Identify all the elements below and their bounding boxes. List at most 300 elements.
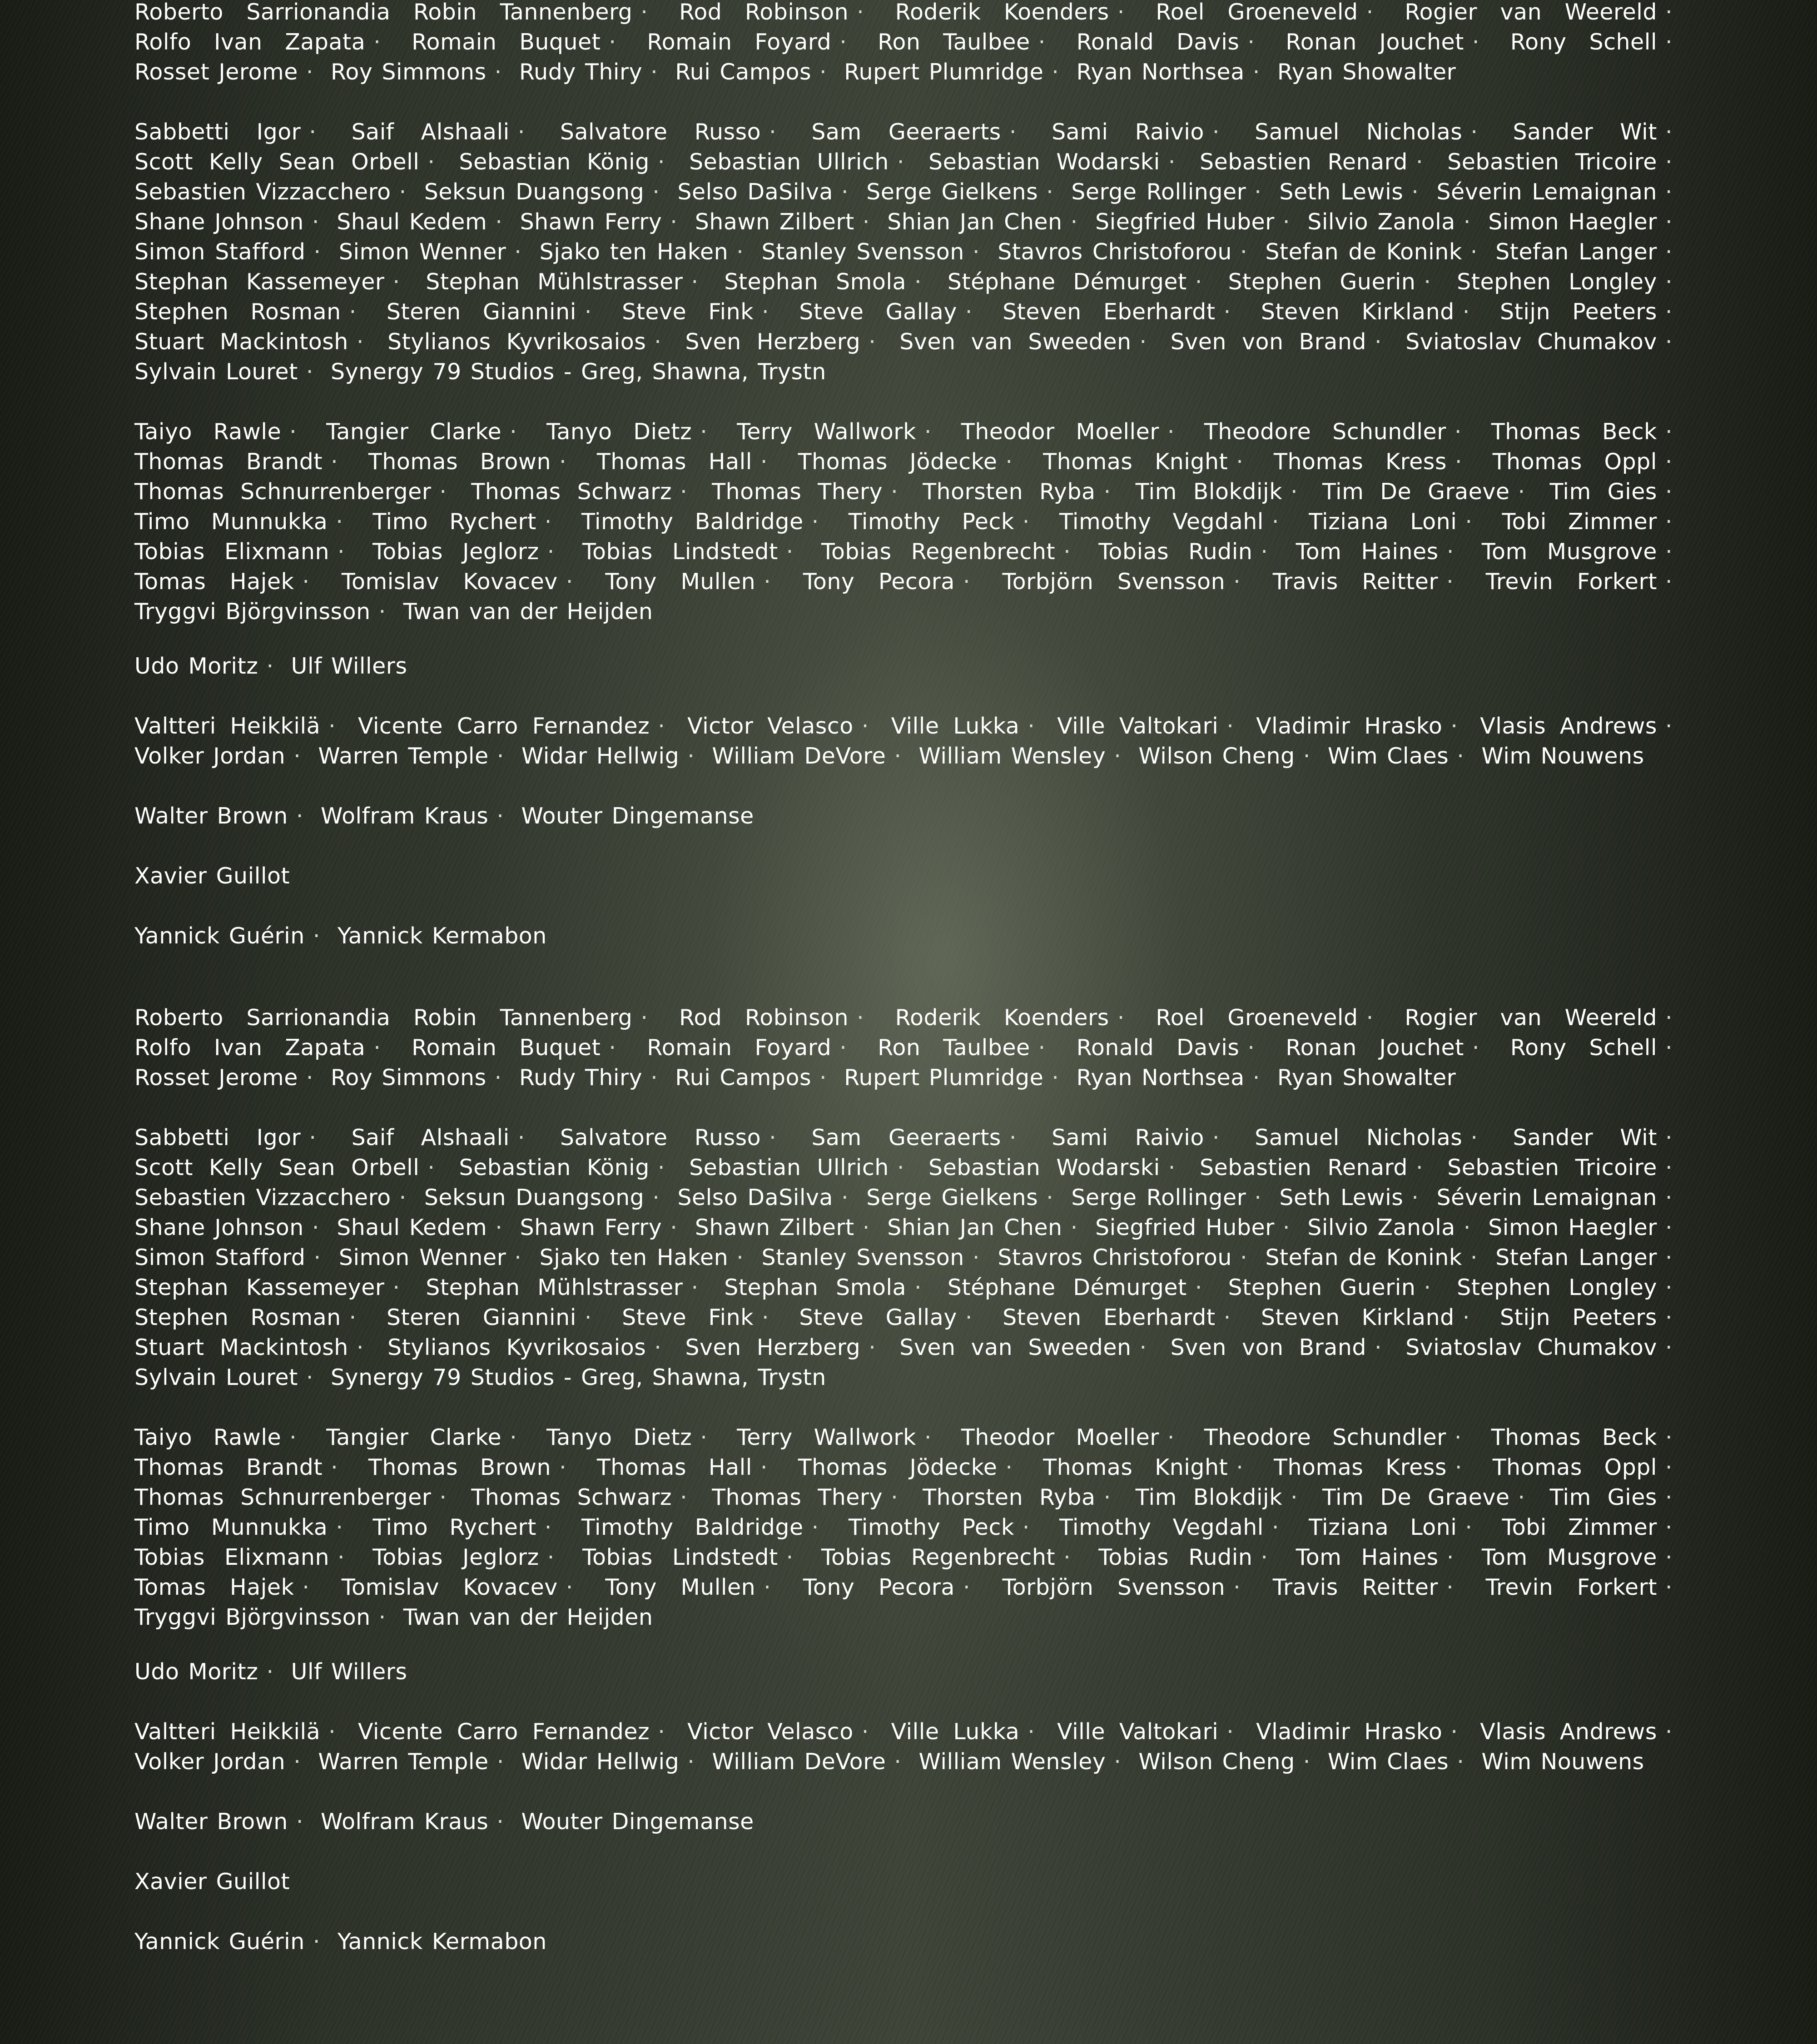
separator-dot: ·	[1457, 1514, 1480, 1540]
contributor-name: Tom Haines	[1296, 1544, 1439, 1570]
separator-dot: ·	[539, 539, 563, 565]
contributor-name: Roel Groeneveld	[1156, 1005, 1358, 1031]
contributor-name: Tobias Regenbrecht	[821, 1544, 1055, 1570]
contributor-name: Sjako ten Haken	[540, 239, 729, 265]
separator-dot: ·	[955, 1574, 978, 1600]
separator-dot: ·	[1096, 1484, 1119, 1510]
contributor-name: Wim Nouwens	[1481, 743, 1644, 769]
contributor-name: Sebastian Wodarski	[928, 1155, 1160, 1181]
contributor-name: Rod Robinson	[679, 0, 849, 25]
contributor-name: Seth Lewis	[1279, 179, 1403, 205]
separator-dot: ·	[281, 1424, 305, 1450]
separator-dot: ·	[558, 1574, 581, 1600]
contributor-name: William DeVore	[712, 1749, 886, 1775]
separator-dot: ·	[539, 1544, 563, 1570]
separator-dot: ·	[558, 569, 581, 595]
contributor-name: Volker Jordan	[134, 1749, 285, 1775]
contributor-name: Torbjörn Svensson	[1003, 1574, 1226, 1600]
separator-dot: ·	[419, 149, 443, 175]
contributor-name: Thomas Hall	[597, 449, 752, 475]
separator-dot: ·	[811, 59, 835, 85]
separator-dot: ·	[1403, 179, 1427, 205]
separator-dot: ·	[298, 59, 322, 85]
separator-dot: ·	[906, 1275, 930, 1300]
separator-dot: ·	[1462, 119, 1486, 145]
contributor-name: Stephen Longley	[1457, 1275, 1657, 1300]
contributor-name: Terry Wallwork	[737, 1424, 916, 1450]
contributor-name: Victor Velasco	[687, 713, 854, 739]
contributor-name: Thomas Oppl	[1493, 1454, 1657, 1480]
separator-dot: ·	[285, 1749, 309, 1775]
separator-dot: ·	[1657, 0, 1681, 25]
contributor-name: Stuart Mackintosh	[134, 1335, 348, 1360]
separator-dot: ·	[501, 419, 525, 445]
contributor-name: Rogier van Weereld	[1405, 1005, 1657, 1031]
separator-dot: ·	[320, 1719, 344, 1745]
contributor-name: Wouter Dingemanse	[521, 803, 754, 829]
contributor-name: Steven Kirkland	[1261, 1305, 1455, 1330]
contributor-name: William DeVore	[712, 743, 886, 769]
separator-dot: ·	[804, 509, 827, 535]
separator-dot: ·	[391, 179, 415, 205]
contributor-name: Timothy Peck	[849, 1514, 1014, 1540]
separator-dot: ·	[1001, 1125, 1025, 1151]
contributor-name: Steren Giannini	[387, 299, 576, 325]
contributor-name: Ronald Davis	[1077, 29, 1240, 55]
contributor-name: Thomas Jödecke	[798, 449, 998, 475]
separator-dot: ·	[955, 569, 978, 595]
contributor-name: Tobias Elixmann	[134, 1544, 329, 1570]
separator-dot: ·	[754, 299, 777, 325]
separator-dot: ·	[1204, 1125, 1228, 1151]
contributor-name: Ronald Davis	[1077, 1035, 1240, 1061]
separator-dot: ·	[1657, 209, 1681, 235]
separator-dot: ·	[1216, 1305, 1239, 1330]
separator-dot: ·	[1464, 1035, 1488, 1061]
contributor-name: Sabbetti Igor	[134, 1125, 301, 1151]
contributor-name: Simon Wenner	[339, 1245, 506, 1270]
separator-dot: ·	[1358, 0, 1382, 25]
contributor-name: Selso DaSilva	[677, 1185, 833, 1211]
contributor-name: Rod Robinson	[679, 1005, 849, 1031]
separator-dot: ·	[804, 1514, 827, 1540]
separator-dot: ·	[1657, 479, 1681, 505]
separator-dot: ·	[854, 713, 877, 739]
contributor-name: Roy Simmons	[331, 1065, 487, 1091]
separator-dot: ·	[831, 1035, 855, 1061]
contributor-name: Simon Wenner	[339, 239, 506, 265]
contributor-name: Sebastian Wodarski	[928, 149, 1160, 175]
contributor-name: Tomislav Kovacev	[342, 1574, 558, 1600]
separator-dot: ·	[1657, 239, 1681, 265]
separator-dot: ·	[323, 449, 346, 475]
contributor-name: Shawn Zilbert	[695, 209, 854, 235]
separator-dot: ·	[323, 1454, 346, 1480]
separator-dot: ·	[883, 1484, 906, 1510]
contributor-name: Sebastian Ullrich	[689, 1155, 889, 1181]
contributor-name: Timo Rychert	[373, 509, 536, 535]
contributor-name: Wim Claes	[1328, 1749, 1449, 1775]
contributor-name: Sven van Sweeden	[899, 1335, 1131, 1360]
contributor-name: Tim Blokdijk	[1136, 479, 1282, 505]
separator-dot: ·	[1275, 1215, 1298, 1240]
contributor-name: Stefan de Konink	[1265, 1245, 1462, 1270]
contributor-name: Stephen Rosman	[134, 299, 341, 325]
contributor-name: Rolfo Ivan Zapata	[134, 1035, 365, 1061]
contributor-name: Rosset Jerome	[134, 59, 298, 85]
separator-dot: ·	[1159, 419, 1183, 445]
contributor-name: Torbjörn Svensson	[1003, 569, 1226, 595]
separator-dot: ·	[1455, 1215, 1479, 1240]
contributor-name: Serge Gielkens	[866, 1185, 1038, 1211]
separator-dot: ·	[601, 29, 624, 55]
contributor-name: Tobias Rudin	[1098, 539, 1252, 565]
contributor-name: Yannick Guérin	[134, 923, 305, 949]
separator-dot: ·	[833, 1185, 857, 1211]
contributor-name: Saif Alshaali	[352, 1125, 510, 1151]
contributor-name: Sander Wit	[1513, 119, 1657, 145]
contributor-name: Steve Gallay	[799, 1305, 957, 1330]
separator-dot: ·	[1657, 329, 1681, 355]
separator-dot: ·	[650, 149, 673, 175]
separator-dot: ·	[1295, 1749, 1319, 1775]
contributor-name: Thomas Brown	[368, 449, 551, 475]
contributor-name: Roel Groeneveld	[1156, 0, 1358, 25]
separator-dot: ·	[1275, 209, 1298, 235]
contributor-name: Synergy 79 Studios - Greg, Shawna, Trystn	[331, 359, 826, 385]
contributor-name: Yannick Kermabon	[338, 1929, 547, 1955]
separator-dot: ·	[1160, 149, 1184, 175]
separator-dot: ·	[1218, 1719, 1242, 1745]
contributor-name: Thorsten Ryba	[923, 479, 1095, 505]
separator-dot: ·	[501, 1424, 525, 1450]
contributor-name: Roderik Koenders	[895, 1005, 1109, 1031]
contributor-name: Tom Musgrove	[1482, 1544, 1657, 1570]
contributor-name: Travis Reitter	[1273, 1574, 1438, 1600]
contributor-name: Rupert Plumridge	[844, 1065, 1043, 1091]
contributor-name: Vlasis Andrews	[1480, 713, 1657, 739]
contributor-name: Ryan Northsea	[1076, 1065, 1244, 1091]
contributor-name: Sven von Brand	[1171, 329, 1366, 355]
contributor-name: Seksun Duangsong	[424, 1185, 644, 1211]
contributor-name: Sven Herzberg	[685, 329, 860, 355]
contributor-name: Vlasis Andrews	[1480, 1719, 1657, 1745]
separator-dot: ·	[1228, 1454, 1251, 1480]
contributor-name: Tom Musgrove	[1482, 539, 1657, 565]
contributor-name: Stephan Smola	[724, 269, 906, 295]
contributor-name: Tangier Clarke	[326, 1424, 501, 1450]
separator-dot: ·	[487, 209, 511, 235]
separator-dot: ·	[692, 419, 715, 445]
contributor-name: Stephen Guerin	[1228, 1275, 1415, 1300]
separator-dot: ·	[294, 1574, 318, 1600]
separator-dot: ·	[849, 0, 872, 25]
contributor-name: Sven Herzberg	[685, 1335, 860, 1360]
contributor-name: Thomas Beck	[1491, 419, 1657, 445]
separator-dot: ·	[1657, 149, 1681, 175]
contributor-name: Romain Foyard	[647, 29, 831, 55]
separator-dot: ·	[1455, 299, 1478, 325]
separator-dot: ·	[301, 119, 324, 145]
separator-dot: ·	[298, 1065, 322, 1091]
contributor-name: Wilson Cheng	[1138, 743, 1295, 769]
separator-dot: ·	[1109, 0, 1133, 25]
separator-dot: ·	[650, 1719, 673, 1745]
contributor-name: Thomas Knight	[1043, 1454, 1228, 1480]
contributor-name: Ryan Showalter	[1277, 1065, 1456, 1091]
contributor-name: Synergy 79 Studios - Greg, Shawna, Trystn	[331, 1364, 826, 1390]
separator-dot: ·	[1106, 1749, 1129, 1775]
separator-dot: ·	[1657, 299, 1681, 325]
contributor-name: Wim Nouwens	[1481, 1749, 1644, 1775]
contributor-name: Rui Campos	[675, 1065, 811, 1091]
contributor-name: Yannick Kermabon	[338, 923, 547, 949]
separator-dot: ·	[305, 239, 329, 265]
separator-dot: ·	[728, 1245, 752, 1270]
separator-dot: ·	[329, 1544, 353, 1570]
contributor-name: Ron Taulbee	[878, 1035, 1030, 1061]
contributor-name: Steve Fink	[622, 299, 754, 325]
contributor-name: Stephan Mühlstrasser	[426, 269, 683, 295]
contributor-name: Udo Moritz	[134, 653, 258, 679]
separator-dot: ·	[341, 299, 365, 325]
contributor-name: Steve Fink	[622, 1305, 754, 1330]
contributor-name: Travis Reitter	[1273, 569, 1438, 595]
separator-dot: ·	[1239, 1035, 1263, 1061]
contributor-name: Tobias Jeglorz	[372, 1544, 539, 1570]
separator-dot: ·	[1657, 1305, 1681, 1330]
separator-dot: ·	[1657, 1035, 1681, 1061]
contributor-name: Tobias Regenbrecht	[821, 539, 1055, 565]
contributor-name: Romain Foyard	[647, 1035, 831, 1061]
separator-dot: ·	[1264, 1514, 1287, 1540]
contributor-name: Tony Mullen	[605, 1574, 755, 1600]
separator-dot: ·	[1462, 1125, 1486, 1151]
separator-dot: ·	[1204, 119, 1228, 145]
contributor-name: Tim De Graeve	[1322, 1484, 1509, 1510]
contributor-name: Steven Eberhardt	[1003, 1305, 1216, 1330]
contributor-name: Vladimir Hrasko	[1256, 713, 1442, 739]
contributor-name: Simon Stafford	[134, 1245, 305, 1270]
contributor-name: Stéphane Démurget	[948, 269, 1187, 295]
contributor-name: Samuel Nicholas	[1255, 1125, 1462, 1151]
contributor-name: Twan van der Heijden	[403, 599, 653, 625]
separator-dot: ·	[385, 1275, 408, 1300]
separator-dot: ·	[692, 1424, 715, 1450]
separator-dot: ·	[1282, 1484, 1306, 1510]
contributor-name: Shawn Ferry	[520, 1215, 662, 1240]
contributor-name: Tony Pecora	[803, 569, 955, 595]
separator-dot: ·	[1019, 713, 1043, 739]
contributor-name: Rui Campos	[675, 59, 811, 85]
separator-dot: ·	[1464, 29, 1488, 55]
contributor-name: Séverin Lemaignan	[1436, 1185, 1657, 1211]
separator-dot: ·	[1225, 569, 1249, 595]
separator-dot: ·	[1038, 1185, 1062, 1211]
contributor-name: Rony Schell	[1510, 29, 1657, 55]
contributor-name: Stephen Guerin	[1228, 269, 1415, 295]
separator-dot: ·	[728, 239, 752, 265]
contributor-name: Udo Moritz	[134, 1659, 258, 1685]
contributor-name: Stylianos Kyvrikosaios	[387, 1335, 646, 1360]
contributor-name: Sam Geeraerts	[811, 119, 1001, 145]
contributor-name: Thomas Beck	[1491, 1424, 1657, 1450]
separator-dot: ·	[889, 149, 913, 175]
contributor-name: Stephan Mühlstrasser	[426, 1275, 683, 1300]
contributor-name: Thomas Brown	[368, 1454, 551, 1480]
contributor-name: Tobias Lindstedt	[582, 539, 778, 565]
contributor-name: Siegfried Huber	[1095, 1215, 1275, 1240]
contributor-name: Sebastien Renard	[1200, 149, 1408, 175]
contributor-name: Thomas Thery	[712, 479, 883, 505]
separator-dot: ·	[754, 1305, 777, 1330]
separator-dot: ·	[510, 1125, 533, 1151]
contributor-name: Sylvain Louret	[134, 359, 298, 385]
separator-dot: ·	[288, 803, 312, 829]
contributor-name: Seth Lewis	[1279, 1185, 1403, 1211]
contributor-name: Tim De Graeve	[1322, 479, 1509, 505]
separator-dot: ·	[1657, 713, 1681, 739]
contributor-name: Tiziana Loni	[1309, 509, 1457, 535]
contributor-name: Tomas Hajek	[134, 569, 294, 595]
contributor-name: Thomas Schwarz	[471, 479, 672, 505]
contributor-name: Romain Buquet	[412, 29, 601, 55]
contributor-name: Sebastian König	[459, 1155, 650, 1181]
separator-dot: ·	[1447, 449, 1470, 475]
separator-dot: ·	[487, 1065, 510, 1091]
separator-dot: ·	[365, 1035, 389, 1061]
contributor-name: Volker Jordan	[134, 743, 285, 769]
separator-dot: ·	[487, 1215, 511, 1240]
contributor-name: Sander Wit	[1513, 1125, 1657, 1151]
separator-dot: ·	[487, 59, 510, 85]
contributor-name: Stavros Christoforou	[998, 1245, 1232, 1270]
separator-dot: ·	[304, 1215, 328, 1240]
contributor-name: Tobias Elixmann	[134, 539, 329, 565]
separator-dot: ·	[752, 449, 776, 475]
contributor-name: William Wensley	[918, 1749, 1106, 1775]
separator-dot: ·	[755, 569, 779, 595]
contributor-name: Wolfram Kraus	[321, 1809, 488, 1835]
separator-dot: ·	[916, 419, 940, 445]
separator-dot: ·	[1657, 1424, 1681, 1450]
contributor-name: Ronan Jouchet	[1286, 29, 1464, 55]
separator-dot: ·	[258, 1659, 282, 1685]
contributor-name: Sami Raivio	[1052, 119, 1204, 145]
separator-dot: ·	[1014, 1514, 1038, 1540]
separator-dot: ·	[488, 803, 512, 829]
separator-dot: ·	[1449, 743, 1472, 769]
contributor-name: Sebastien Tricoire	[1447, 1155, 1657, 1181]
contributor-name: Steven Eberhardt	[1003, 299, 1216, 325]
contributor-name: Walter Brown	[134, 1809, 288, 1835]
contributor-name: Stylianos Kyvrikosaios	[387, 329, 646, 355]
contributor-name: Shane Johnson	[134, 1215, 304, 1240]
contributor-name: Rony Schell	[1510, 1035, 1657, 1061]
contributor-name: Thomas Hall	[597, 1454, 752, 1480]
contributor-name: Serge Rollinger	[1071, 1185, 1246, 1211]
separator-dot: ·	[964, 239, 988, 265]
separator-dot: ·	[1657, 1005, 1681, 1031]
contributor-name: Stijn Peeters	[1500, 299, 1657, 325]
contributor-name: Roberto Sarrionandia Robin Tannenberg	[134, 0, 632, 25]
contributor-name: Trevin Forkert	[1486, 1574, 1657, 1600]
separator-dot: ·	[1408, 149, 1431, 175]
contributor-name: Stefan Langer	[1495, 1245, 1657, 1270]
contributor-name: Shaul Kedem	[337, 1215, 487, 1240]
contributor-name: Stavros Christoforou	[998, 239, 1232, 265]
separator-dot: ·	[662, 209, 685, 235]
contributor-name: Tobias Rudin	[1098, 1544, 1252, 1570]
separator-dot: ·	[1106, 743, 1129, 769]
contributor-name: Samuel Nicholas	[1255, 119, 1462, 145]
contributor-name: Timothy Peck	[849, 509, 1014, 535]
contributor-name: Romain Buquet	[412, 1035, 601, 1061]
separator-dot: ·	[1232, 1245, 1256, 1270]
separator-dot: ·	[761, 119, 784, 145]
separator-dot: ·	[506, 239, 530, 265]
separator-dot: ·	[650, 713, 673, 739]
contributor-name: Tobias Lindstedt	[582, 1544, 778, 1570]
contributor-name: Ville Valtokari	[1057, 1719, 1218, 1745]
separator-dot: ·	[1415, 1275, 1439, 1300]
contributor-name: Shian Jan Chen	[887, 1215, 1062, 1240]
separator-dot: ·	[1019, 1719, 1043, 1745]
separator-dot: ·	[1055, 539, 1079, 565]
contributor-name: Tanyo Dietz	[546, 419, 692, 445]
separator-dot: ·	[1055, 1544, 1079, 1570]
contributor-name: Timo Munnukka	[134, 1514, 328, 1540]
contributor-name: Theodor Moeller	[961, 419, 1159, 445]
separator-dot: ·	[1455, 1305, 1478, 1330]
contributor-name: Thomas Brandt	[134, 1454, 323, 1480]
contributor-name: Sebastian Ullrich	[689, 149, 889, 175]
separator-dot: ·	[761, 1125, 784, 1151]
contributor-name: Valtteri Heikkilä	[134, 713, 320, 739]
contributor-name: Wouter Dingemanse	[521, 1809, 754, 1835]
contributor-name: Theodor Moeller	[961, 1424, 1159, 1450]
separator-dot: ·	[1449, 1749, 1472, 1775]
separator-dot: ·	[1358, 1005, 1382, 1031]
separator-dot: ·	[679, 743, 703, 769]
contributor-name: Wolfram Kraus	[321, 803, 488, 829]
contributor-name: Widar Hellwig	[521, 1749, 679, 1775]
separator-dot: ·	[1038, 179, 1062, 205]
contributor-name: Sebastien Renard	[1200, 1155, 1408, 1181]
separator-dot: ·	[1252, 1544, 1276, 1570]
separator-dot: ·	[1438, 569, 1462, 595]
separator-dot: ·	[328, 1514, 351, 1540]
separator-dot: ·	[1657, 29, 1681, 55]
contributor-name: Tryggvi Björgvinsson	[134, 599, 371, 625]
separator-dot: ·	[1657, 1215, 1681, 1240]
separator-dot: ·	[886, 1749, 909, 1775]
separator-dot: ·	[854, 1719, 877, 1745]
separator-dot: ·	[601, 1035, 624, 1061]
contributor-name: Sviatoslav Chumakov	[1405, 329, 1657, 355]
contributor-name: Taiyo Rawle	[134, 1424, 281, 1450]
separator-dot: ·	[576, 1305, 600, 1330]
contributor-name: Tiziana Loni	[1309, 1514, 1457, 1540]
contributor-name: Shian Jan Chen	[887, 209, 1062, 235]
contributor-name: Sabbetti Igor	[134, 119, 301, 145]
separator-dot: ·	[916, 1424, 940, 1450]
contributor-name: Serge Rollinger	[1071, 179, 1246, 205]
separator-dot: ·	[1657, 1335, 1681, 1360]
separator-dot: ·	[672, 479, 695, 505]
contributor-name: Ville Valtokari	[1057, 713, 1218, 739]
separator-dot: ·	[1245, 1065, 1268, 1091]
